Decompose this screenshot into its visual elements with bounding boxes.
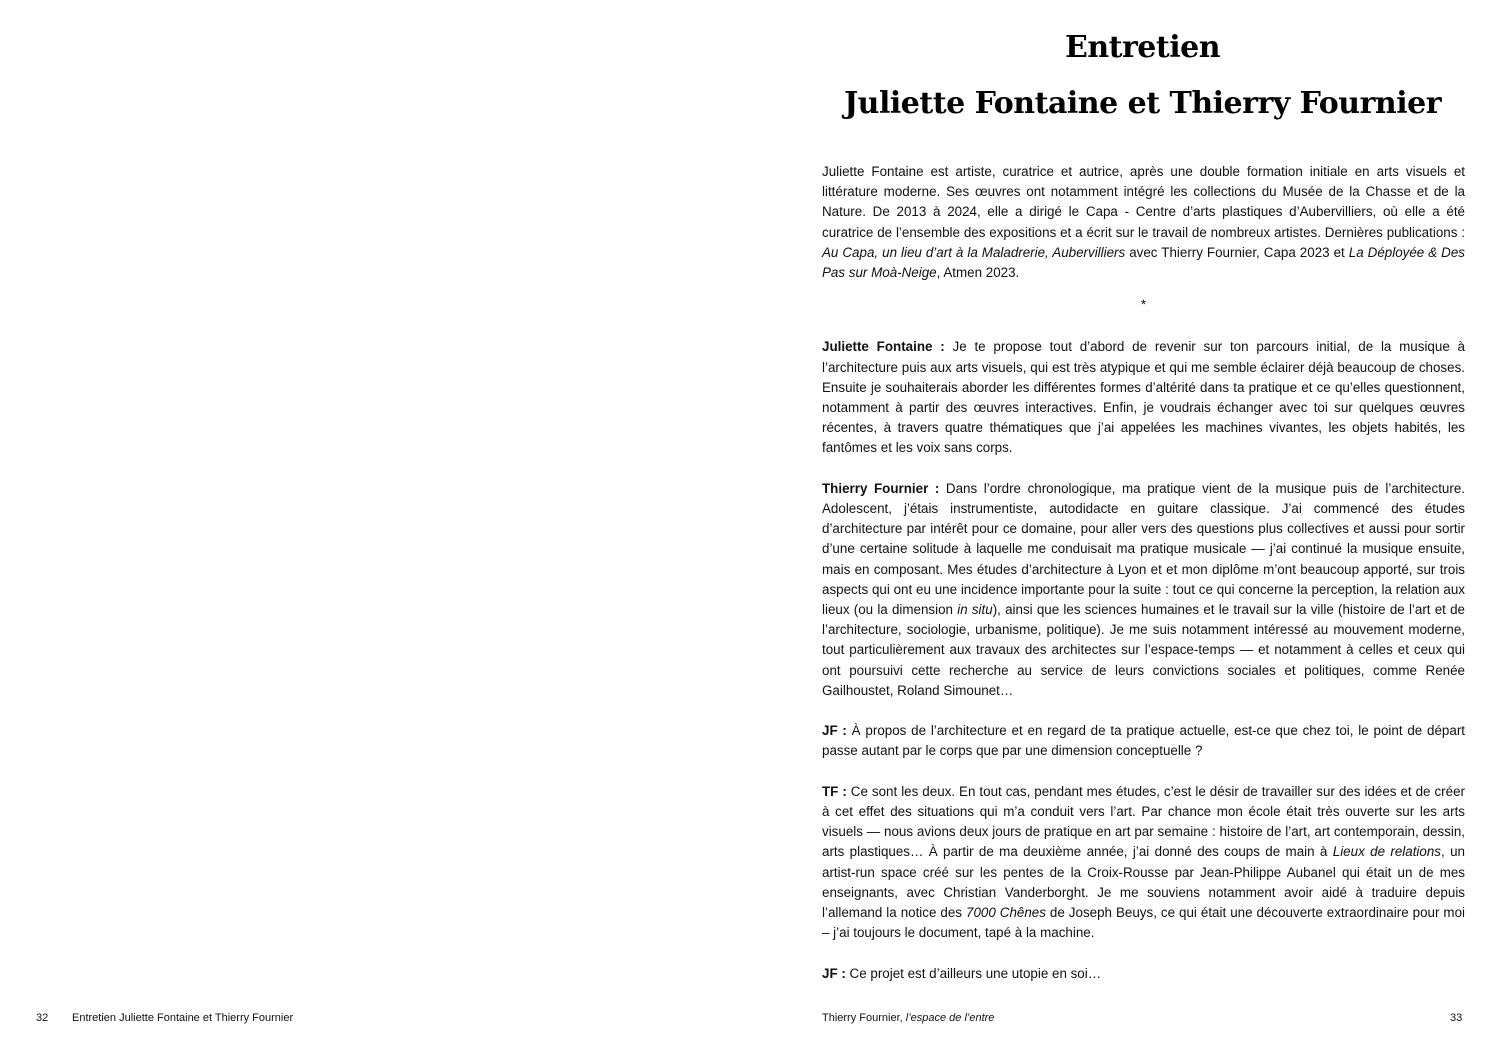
article-body xyxy=(822,162,1465,1004)
author-bio: Juliette Fontaine est artiste, curatrice et autrice, après une double formation initiale en arts visuels et littérature moderne. Ses œuvres ont notamment intégré les collections du Musée de la Chasse et de la Nature. De 2013 à 2024, elle a dirigé le Capa - Centre d’arts plastiques d’Aubervilliers, où elle a été curatrice de l’ensemble des expositions et a écrit sur le travail de nombreux artistes. Dernières publications : Au Capa, un lieu d’art à la Maladrerie, Aubervilliers avec Thierry Fournier, Capa 2023 et La Déployée & Des Pas sur Moà-Neige, Atmen 2023. xyxy=(822,164,1465,281)
page-title-line2: Juliette Fontaine et Thierry Fournier xyxy=(843,86,1442,121)
speaker-label: TF : xyxy=(822,783,847,799)
page-title-line1: Entretien xyxy=(1064,30,1221,65)
right-running-title: Thierry Fournier, l’espace de l’entre xyxy=(822,1012,995,1024)
interview-paragraph-2: Thierry Fournier : Dans l’ordre chronologique, ma pratique vient de la musique puis de l’architecture. Adolescent, j’étais instrumentiste, autodidacte en guitare classique. J’ai commencé des études d’architecture par intérêt pour ce domaine, pour aller vers des questions plus collectives et aussi pour sortir d’une certaine solitude à laquelle me conduisait ma pratique musicale — j’ai continué la musique ensuite, mais en composant. Mes études d’architecture à Lyon et et mon diplôme m’ont beaucoup apporté, sur trois aspects qui ont eu une incidence importante pour la suite : tout ce qui concerne la perception, la relation aux lieux (ou la dimension in situ), ainsi que les sciences humaines et le travail sur la ville (histoire de l’art et de l’architecture, sociologie, urbanisme, politique). Je me suis notamment intéressé au mouvement moderne, tout particulièrement aux travaux des architectes sur l’espace-temps — et notamment à celles et ceux qui ont poursuivi cette recherche au service de leurs convictions sociales et politiques, comme Renée Gailhoustet, Roland Simounet… xyxy=(822,480,1466,698)
left-page-number: 32 xyxy=(36,1012,49,1024)
interview-paragraph-1: Juliette Fontaine : Je te propose tout d’abord de revenir sur ton parcours initial, de la musique à l’architecture puis aux arts visuels, qui est très atypique et qui me semble éclairer déjà beaucoup de choses. Ensuite je souhaiterais aborder les différentes formes d’altérité dans ta pratique et ce qu’elles questionnent, notamment à partir des œuvres interactives. Enfin, je voudrais échanger avec toi sur quelques œuvres récentes, à travers quatre thématiques que j’ai appelées les machines vivantes, les objets habités, les fantômes et les voix sans corps. xyxy=(822,339,1466,456)
right-page xyxy=(750,0,1500,1061)
speaker-label: Juliette Fontaine : xyxy=(822,339,945,355)
section-separator: * xyxy=(1140,297,1147,313)
speaker-label: JF : xyxy=(822,965,846,981)
interview-paragraph-5: JF : Ce projet est d’ailleurs une utopie en soi… xyxy=(822,965,1102,981)
right-page-number: 33 xyxy=(1450,1012,1463,1024)
left-running-title: Entretien Juliette Fontaine et Thierry Fournier xyxy=(72,1012,294,1024)
interview-paragraph-3: JF : À propos de l’architecture et en regard de ta pratique actuelle, est-ce que chez toi, le point de départ passe autant par le corps que par une dimension conceptuelle ? xyxy=(822,723,1465,759)
interview-paragraph-4: TF : Ce sont les deux. En tout cas, pendant mes études, c’est le désir de travailler sur des idées et de créer à cet effet des situations qui m’a conduit vers l’art. Par chance mon école était très ouverte sur les arts visuels — nous avions deux jours de pratique en art par semaine : histoire de l’art, art contemporain, dessin, arts plastiques… À partir de ma deuxième année, j’ai donné des coups de main à Lieux de relations, un artist-run space créé sur les pentes de la Croix-Rousse par Jean-Philippe Aubanel qui était un de mes enseignants, avec Christian Vanderborght. Je me souviens notamment avoir aidé à traduire depuis l’allemand la notice des 7000 Chênes de Joseph Beuys, ce qui était une découverte extraordinaire pour moi – j’ai toujours le document, tapé à la machine. xyxy=(822,783,1465,941)
speaker-label: JF : xyxy=(822,723,847,739)
speaker-label: Thierry Fournier : xyxy=(822,480,940,496)
